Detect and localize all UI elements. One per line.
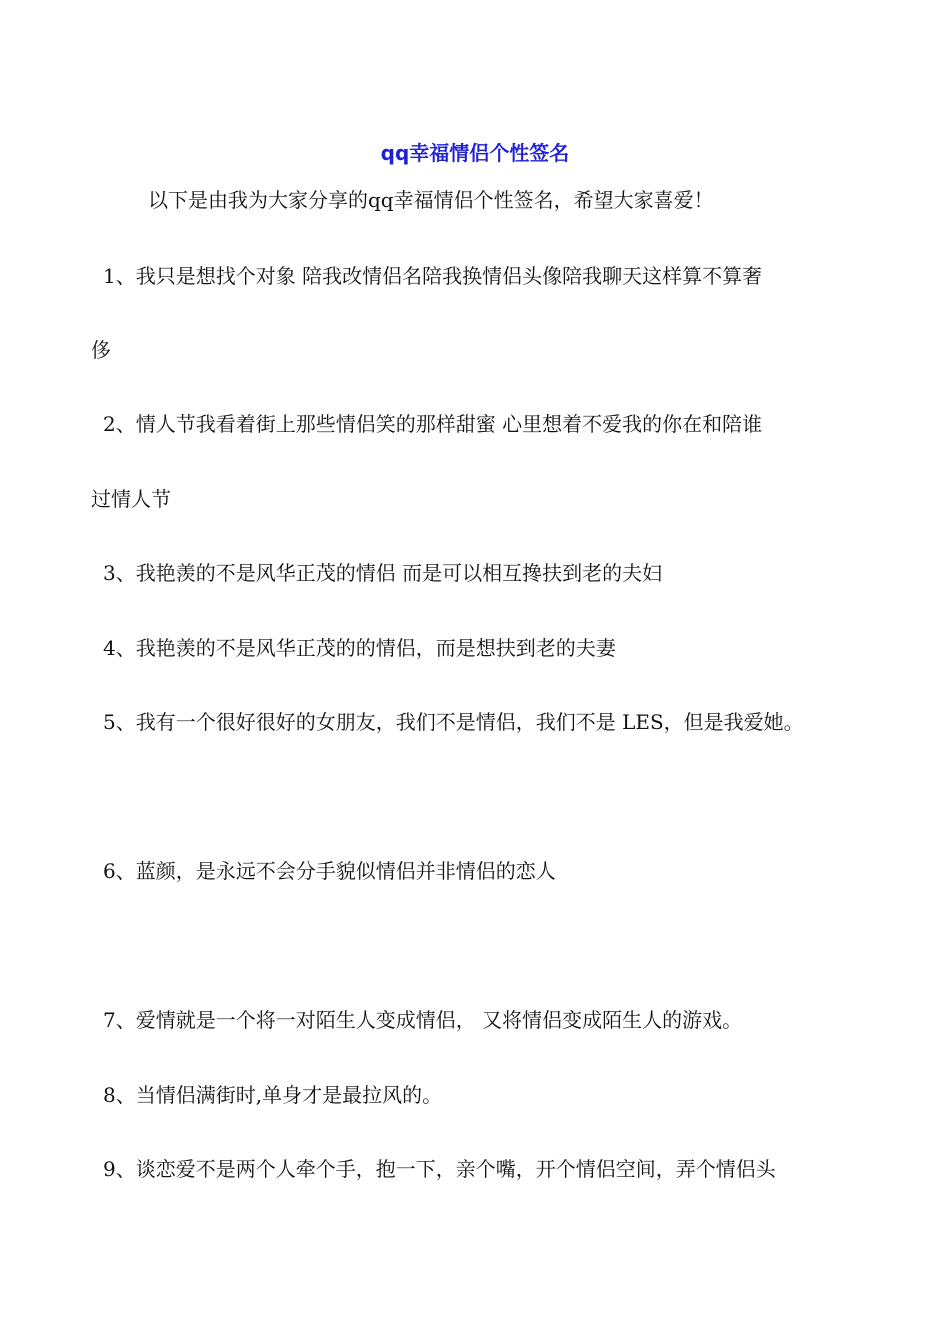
signature-line-4: 4、我艳羡的不是风华正茂的的情侣，而是想扶到老的夫妻 [103, 636, 616, 660]
intro-paragraph: 以下是由我为大家分享的qq幸福情侣个性签名，希望大家喜爱！ [148, 188, 714, 212]
signature-line-1: 1、我只是想找个对象 陪我改情侣名陪我换情侣头像陪我聊天这样算不算奢 [103, 264, 763, 288]
signature-line-5: 5、我有一个很好很好的女朋友，我们不是情侣，我们不是 LES，但是我爱她。 [103, 710, 804, 734]
signature-line-2-cont: 过情人节 [91, 487, 171, 511]
signature-line-3: 3、我艳羡的不是风华正茂的情侣 而是可以相互搀扶到老的夫妇 [103, 561, 663, 585]
signature-line-1-cont: 侈 [91, 338, 111, 362]
signature-line-8: 8、当情侣满街时,单身才是最拉风的。 [103, 1083, 443, 1107]
signature-line-2: 2、情人节我看着街上那些情侣笑的那样甜蜜 心里想着不爱我的你在和陪谁 [103, 412, 763, 436]
document-title: qq幸福情侣个性签名 [380, 141, 570, 165]
signature-line-9: 9、谈恋爱不是两个人牵个手，抱一下，亲个嘴，开个情侣空间，弄个情侣头 [103, 1157, 776, 1181]
signature-line-7: 7、爱情就是一个将一对陌生人变成情侣， 又将情侣变成陌生人的游戏。 [103, 1008, 743, 1032]
signature-line-6: 6、蓝颜，是永远不会分手貌似情侣并非情侣的恋人 [103, 859, 556, 883]
